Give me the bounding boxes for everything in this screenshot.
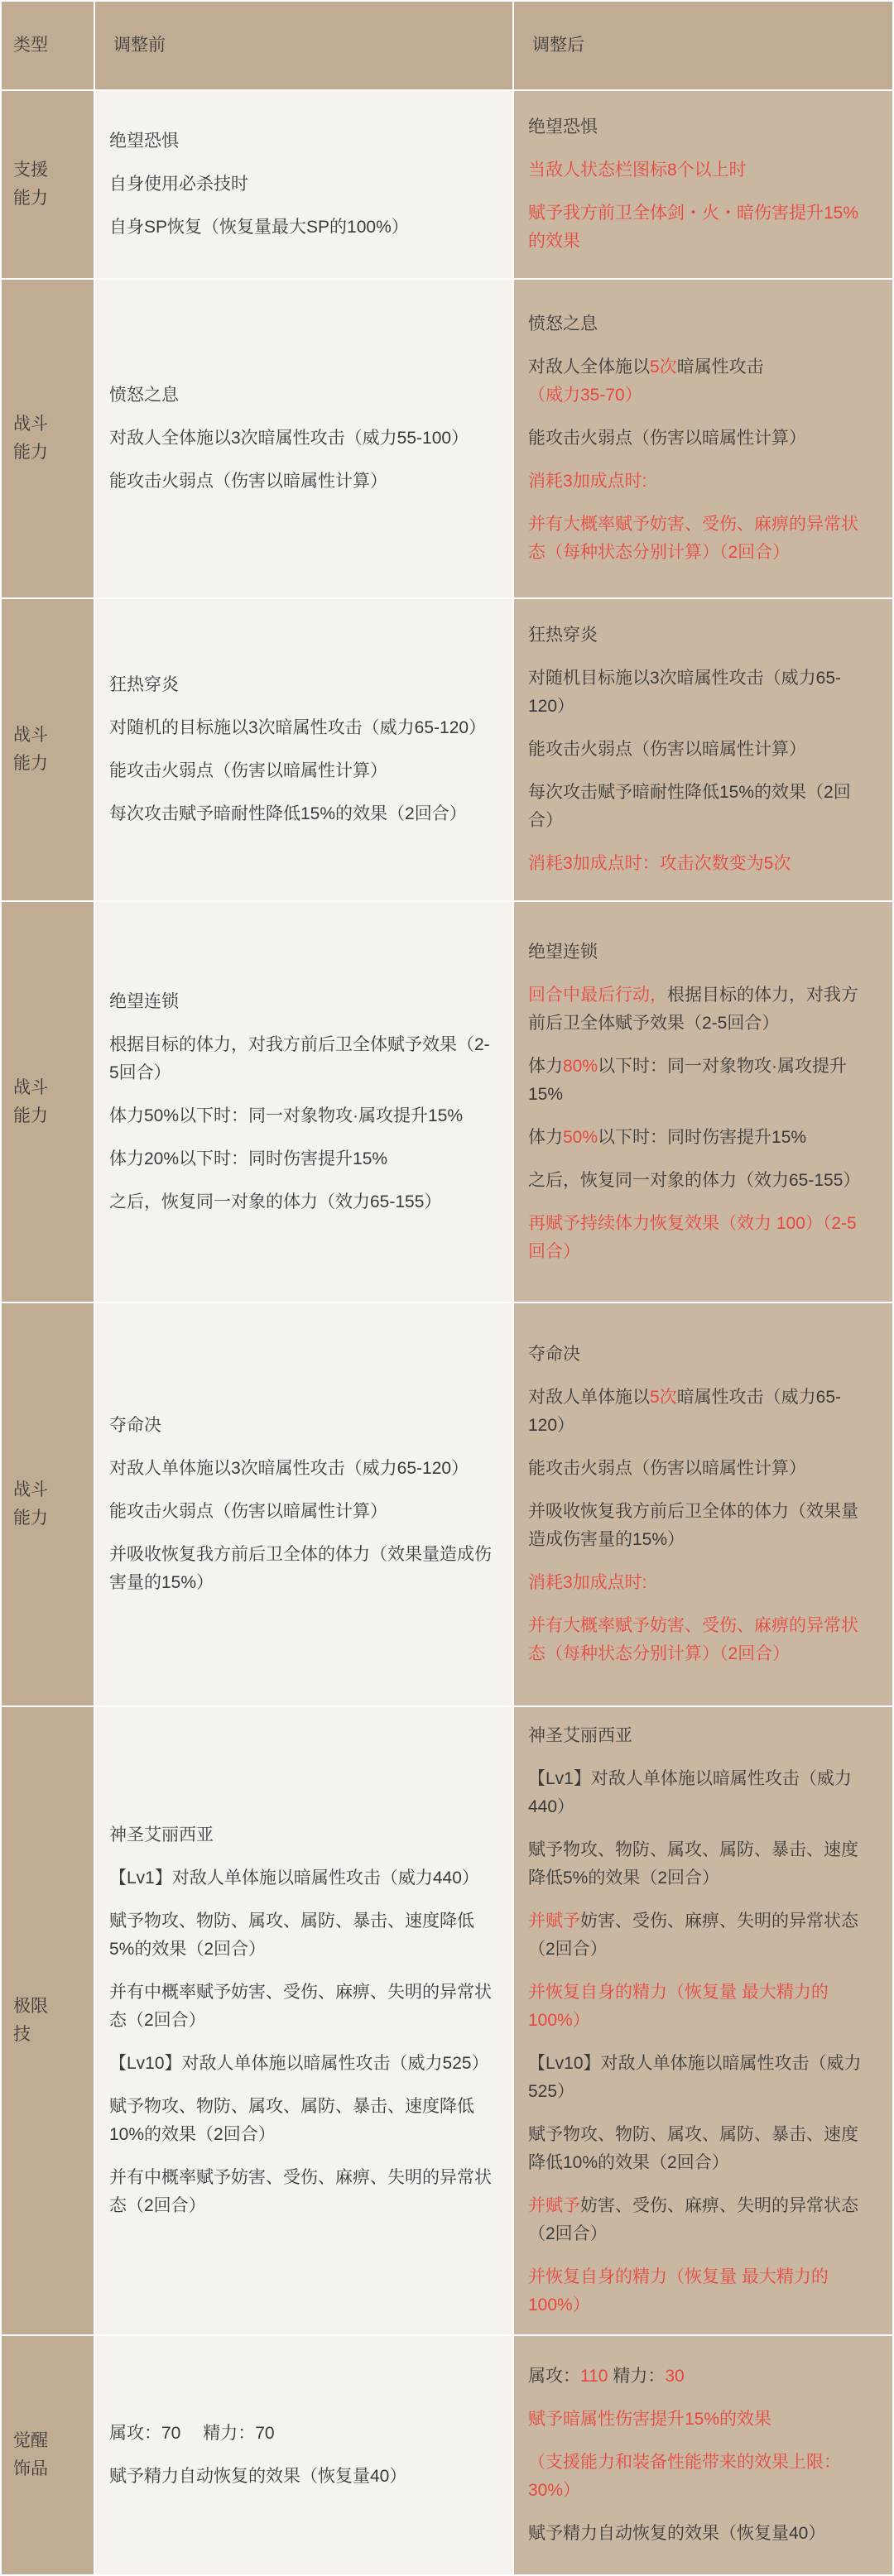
- table-row: [1, 1302, 893, 1706]
- cell-after: [513, 598, 893, 901]
- row-type-text: 能力: [13, 443, 48, 462]
- changed-text: 110: [580, 2367, 608, 2386]
- text-segment: 绝望连锁: [528, 942, 598, 962]
- text-segment: 妨害、受伤、麻痹、失明的异常状态（2回合）: [528, 1912, 858, 1959]
- description-line: [528, 1455, 872, 1483]
- text-segment: 自身SP恢复（恢复量最大SP的100%）: [109, 218, 409, 237]
- cell-after: [513, 901, 893, 1302]
- description-line: [528, 1341, 872, 1369]
- description-line: [528, 2363, 872, 2391]
- description-line: [109, 381, 493, 410]
- description-line: [528, 1979, 872, 2035]
- text-segment: 对敌人单体施以3次暗属性攻击（威力65-120）: [109, 1459, 469, 1478]
- table-header-row: [1, 1, 893, 90]
- table-row: [1, 279, 893, 598]
- changed-text: 5次: [650, 357, 677, 377]
- text-segment: 狂热穿炎: [528, 626, 598, 645]
- table-row: [1, 901, 893, 1302]
- changed-text: 回合中最后行动，: [528, 985, 667, 1005]
- text-segment: 体力20%以下时：同时伤害提升15%: [109, 1149, 388, 1168]
- description-line: [528, 113, 872, 142]
- changed-text: （威力35-70）: [528, 386, 642, 405]
- text-segment: 神圣艾丽西亚: [109, 1825, 214, 1844]
- description-line: [528, 850, 872, 878]
- text-segment: 赋予物攻、物防、属攻、属防、暴击、速度降低5%的效果（2回合）: [528, 1840, 858, 1888]
- description-line: [528, 779, 872, 835]
- text-segment: 并吸收恢复我方前后卫全体的体力（效果量造成伤害量的15%）: [109, 1545, 492, 1592]
- description-line: [528, 981, 872, 1038]
- text-segment: 并有中概率赋予妨害、受伤、麻痹、失明的异常状态（2回合）: [109, 1983, 492, 2030]
- changed-text: 并恢复自身的精力（恢复量 最大精力的100%）: [528, 2267, 829, 2315]
- row-type: [1, 90, 94, 279]
- changed-text: 消耗3加成点时:: [528, 1573, 647, 1592]
- text-segment: 体力: [528, 1056, 563, 1076]
- text-segment: 能攻击火弱点（伤害以暗属性计算）: [528, 1459, 806, 1478]
- row-type: [1, 598, 94, 901]
- description-line: [109, 988, 493, 1016]
- row-type-text: 能力: [13, 1106, 48, 1125]
- description-line: [528, 1384, 872, 1440]
- text-segment: 根据目标的体力，对我方前后卫全体赋予效果（2-5回合）: [109, 1034, 490, 1082]
- cell-after: [513, 2335, 893, 2575]
- description-line: [528, 2263, 872, 2319]
- text-segment: 之后，恢复同一对象的体力（效力65-155）: [109, 1192, 442, 1211]
- description-line: [109, 2420, 493, 2448]
- description-line: [109, 1102, 493, 1130]
- description-line: [528, 1053, 872, 1109]
- description-line: [528, 2050, 872, 2106]
- cell-before: [94, 279, 513, 598]
- text-segment: 以下时：同时伤害提升15%: [598, 1127, 807, 1147]
- row-type-text: 饰品: [13, 2459, 48, 2478]
- text-segment: 【Lv1】对敌人单体施以暗属性攻击（威力440）: [528, 1769, 852, 1816]
- description-line: [528, 664, 872, 721]
- text-segment: 夺命决: [528, 1345, 580, 1364]
- cell-before: [94, 901, 513, 1302]
- text-segment: 体力50%以下时：同一对象物攻·属攻提升15%: [109, 1106, 464, 1125]
- description-line: [109, 425, 493, 453]
- row-type-text: 极限: [13, 1997, 48, 2016]
- description-line: [109, 1188, 493, 1216]
- changed-text: 消耗3加成点时：攻击次数变为5次: [528, 854, 791, 873]
- text-segment: 精力：: [608, 2367, 666, 2386]
- description-line: [109, 1145, 493, 1173]
- text-segment: 属攻：70 精力：70: [109, 2424, 275, 2443]
- text-segment: 能攻击火弱点（伤害以暗属性计算）: [528, 740, 806, 759]
- description-line: [109, 1498, 493, 1526]
- row-type: [1, 279, 94, 598]
- row-type-text: 能力: [13, 189, 48, 208]
- text-segment: 对敌人单体施以: [528, 1388, 650, 1407]
- text-segment: 赋予物攻、物防、属攻、属防、暴击、速度降低10%的效果（2回合）: [528, 2125, 858, 2172]
- cell-before: [94, 598, 513, 901]
- table-row: [1, 1706, 893, 2335]
- text-segment: 狂热穿炎: [109, 675, 179, 694]
- description-line: [528, 736, 872, 764]
- text-segment: 夺命决: [109, 1416, 161, 1435]
- description-line: [528, 2121, 872, 2177]
- description-line: [109, 2093, 493, 2149]
- cell-before: [94, 1302, 513, 1706]
- changed-text: 赋予暗属性伤害提升15%的效果: [528, 2410, 772, 2429]
- description-line: [109, 213, 493, 242]
- changed-text: （支援能力和装备性能带来的效果上限：30%）: [528, 2453, 841, 2500]
- description-line: [528, 2406, 872, 2434]
- row-type-text: 支援: [13, 161, 48, 180]
- text-segment: 赋予物攻、物防、属攻、属防、暴击、速度降低5%的效果（2回合）: [109, 1912, 474, 1959]
- description-line: [528, 1722, 872, 1750]
- description-line: [528, 199, 872, 256]
- text-segment: 对随机的目标施以3次暗属性攻击（威力65-120）: [109, 718, 487, 737]
- row-type-text: 战斗: [13, 1077, 48, 1097]
- description-line: [528, 1836, 872, 1892]
- description-line: [109, 757, 493, 785]
- row-type: [1, 1706, 94, 2335]
- changed-text: 消耗3加成点时:: [528, 472, 647, 491]
- description-line: [109, 1412, 493, 1440]
- changed-text: 并有大概率赋予妨害、受伤、麻痹的异常状态（每种状态分别计算）（2回合）: [528, 515, 858, 562]
- description-line: [528, 1124, 872, 1152]
- row-type: [1, 901, 94, 1302]
- description-line: [109, 2050, 493, 2078]
- text-segment: 赋予精力自动恢复的效果（恢复量40）: [528, 2524, 826, 2543]
- description-line: [109, 1541, 493, 1597]
- text-segment: 暗属性攻击（威力65-120）: [528, 1388, 842, 1435]
- description-line: [528, 1765, 872, 1821]
- text-segment: 愤怒之息: [109, 386, 179, 405]
- row-type-text: 能力: [13, 754, 48, 773]
- changed-text: 并恢复自身的精力（恢复量 最大精力的100%）: [528, 1983, 829, 2030]
- table-row: [1, 2335, 893, 2575]
- text-segment: 并吸收恢复我方前后卫全体的体力（效果量 造成伤害量的15%）: [528, 1502, 858, 1549]
- row-type-text: 觉醒: [13, 2431, 48, 2450]
- description-line: [109, 2164, 493, 2220]
- description-line: [109, 468, 493, 496]
- row-type-text: 能力: [13, 1509, 48, 1528]
- text-segment: 对敌人全体施以3次暗属性攻击（威力55-100）: [109, 429, 469, 448]
- text-segment: 神圣艾丽西亚: [528, 1726, 632, 1745]
- text-segment: 绝望恐惧: [109, 132, 179, 151]
- description-line: [109, 800, 493, 828]
- description-line: [109, 2463, 493, 2491]
- cell-after: [513, 279, 893, 598]
- description-line: [109, 127, 493, 156]
- text-segment: 每次攻击赋予暗耐性降低15%的效果（2回合）: [528, 783, 851, 830]
- text-segment: 之后，恢复同一对象的体力（效力65-155）: [528, 1170, 861, 1190]
- text-segment: 对随机目标施以3次暗属性攻击（威力65-120）: [528, 669, 842, 716]
- changed-text: 30: [665, 2367, 685, 2386]
- description-line: [528, 1167, 872, 1195]
- description-line: [109, 1979, 493, 2035]
- changed-text: 并有大概率赋予妨害、受伤、麻痹的异常状态（每种状态分别计算）（2回合）: [528, 1616, 858, 1663]
- description-line: [528, 1210, 872, 1266]
- table-row: [1, 598, 893, 901]
- text-segment: 能攻击火弱点（伤害以暗属性计算）: [109, 1502, 387, 1521]
- description-line: [528, 310, 872, 338]
- text-segment: 【Lv1】对敌人单体施以暗属性攻击（威力440）: [109, 1868, 479, 1888]
- description-line: [528, 511, 872, 567]
- text-segment: 能攻击火弱点（伤害以暗属性计算）: [109, 472, 387, 491]
- changed-text: 再赋予持续体力恢复效果（效力 100）（2-5回合）: [528, 1213, 857, 1261]
- description-line: [528, 621, 872, 650]
- text-segment: 属攻：: [528, 2367, 580, 2386]
- description-line: [109, 1864, 493, 1892]
- description-line: [528, 2192, 872, 2248]
- text-segment: 以下时：同一对象物攻·属攻提升15%: [528, 1056, 848, 1104]
- description-line: [528, 425, 872, 453]
- description-line: [528, 1907, 872, 1964]
- text-segment: 体力: [528, 1127, 563, 1147]
- changed-text: 并赋予: [528, 1912, 580, 1931]
- description-line: [528, 353, 872, 410]
- changed-text: 赋予我方前卫全体剑・火・暗伤害提升15%的效果: [528, 204, 859, 251]
- description-line: [109, 1031, 493, 1087]
- changed-text: 并赋予: [528, 2196, 580, 2215]
- text-segment: 【Lv10】对敌人单体施以暗属性攻击（威力525）: [528, 2054, 862, 2101]
- text-segment: 赋予精力自动恢复的效果（恢复量40）: [109, 2467, 407, 2486]
- cell-after: [513, 1706, 893, 2335]
- description-line: [109, 671, 493, 699]
- row-type-text: 战斗: [13, 726, 48, 745]
- header-after: 调整后: [513, 1, 893, 90]
- cell-before: [94, 90, 513, 279]
- description-line: [528, 1498, 872, 1554]
- text-segment: 自身使用必杀技时: [109, 175, 248, 194]
- row-type: [1, 1302, 94, 1706]
- text-segment: 愤怒之息: [528, 314, 598, 333]
- text-segment: 绝望恐惧: [528, 118, 598, 137]
- description-line: [109, 1907, 493, 1964]
- changed-text: 80%: [563, 1056, 598, 1076]
- text-segment: 【Lv10】对敌人单体施以暗属性攻击（威力525）: [109, 2054, 489, 2073]
- description-line: [528, 156, 872, 185]
- description-line: [109, 1455, 493, 1483]
- cell-before: [94, 2335, 513, 2575]
- changed-text: 50%: [563, 1127, 598, 1147]
- text-segment: 绝望连锁: [109, 991, 179, 1011]
- text-segment: 每次攻击赋予暗耐性降低15%的效果（2回合）: [109, 804, 467, 823]
- text-segment: 并有中概率赋予妨害、受伤、麻痹、失明的异常状态（2回合）: [109, 2168, 492, 2215]
- description-line: [528, 2520, 872, 2548]
- description-line: [109, 714, 493, 742]
- header-type: 类型: [1, 1, 94, 90]
- text-segment: 暗属性攻击: [676, 357, 764, 377]
- description-line: [528, 2449, 872, 2505]
- description-line: [528, 1569, 872, 1597]
- row-type-text: 技: [13, 2025, 31, 2044]
- cell-before: [94, 1706, 513, 2335]
- changed-text: 当敌人状态栏图标8个以上时: [528, 161, 747, 180]
- text-segment: 根据目标的体力，对我方前后卫全体赋予效果（2-5回合）: [528, 985, 858, 1033]
- changed-text: 5次: [650, 1388, 677, 1407]
- cell-after: [513, 1302, 893, 1706]
- description-line: [528, 938, 872, 967]
- row-type-text: 战斗: [13, 1480, 48, 1499]
- header-before: 调整前: [94, 1, 513, 90]
- text-segment: 能攻击火弱点（伤害以暗属性计算）: [109, 761, 387, 780]
- text-segment: 能攻击火弱点（伤害以暗属性计算）: [528, 429, 806, 448]
- text-segment: 对敌人全体施以: [528, 357, 650, 377]
- row-type-text: 战斗: [13, 415, 48, 434]
- description-line: [528, 468, 872, 496]
- text-segment: 赋予物攻、物防、属攻、属防、暴击、速度降低10%的效果（2回合）: [109, 2097, 474, 2144]
- table-row: [1, 90, 893, 279]
- text-segment: 妨害、受伤、麻痹、失明的异常状态（2回合）: [528, 2196, 858, 2243]
- description-line: [109, 170, 493, 199]
- cell-after: [513, 90, 893, 279]
- description-line: [109, 1821, 493, 1849]
- description-line: [528, 1612, 872, 1668]
- row-type: [1, 2335, 94, 2575]
